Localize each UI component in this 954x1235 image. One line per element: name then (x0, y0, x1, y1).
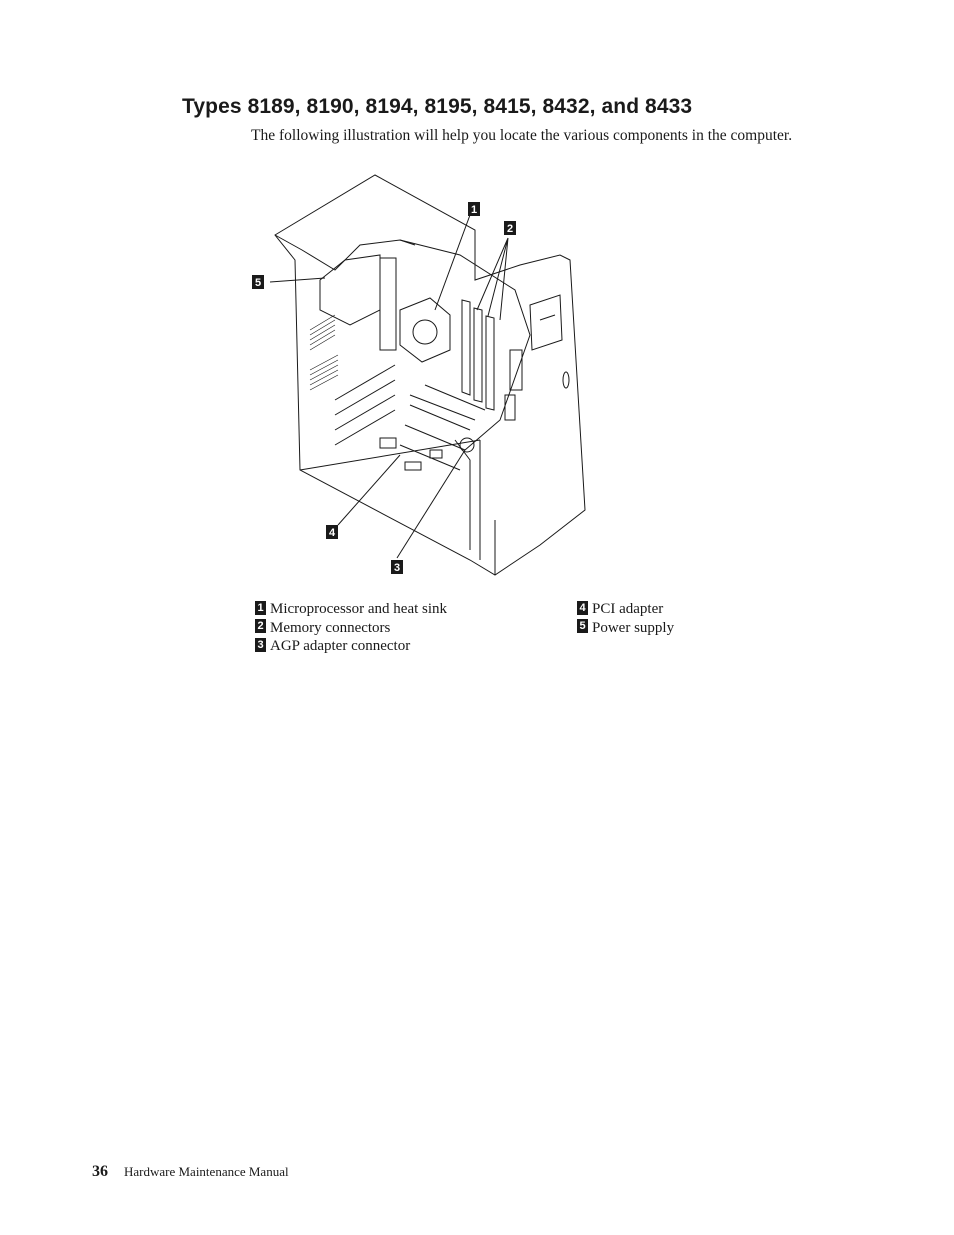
intro-paragraph: The following illustration will help you locate the various components in the computer. (251, 127, 793, 144)
ide-connector (510, 350, 522, 390)
legend-label: PCI adapter (592, 601, 664, 617)
page-number: 36 (92, 1163, 108, 1180)
legend-number: 3 (255, 638, 266, 652)
computer-components-illustration (240, 170, 600, 595)
callout-5 (252, 275, 264, 289)
cpu-fan (413, 320, 437, 344)
board-chip (405, 462, 421, 470)
callout-2 (504, 221, 516, 235)
callout-3 (391, 560, 403, 574)
legend-left-column (255, 600, 447, 656)
legend-item-memory (255, 619, 447, 638)
legend-item-pci (577, 600, 674, 619)
manual-title: Hardware Maintenance Manual (124, 1164, 289, 1179)
power-button (563, 372, 569, 388)
callout-3-number: 3 (393, 562, 401, 574)
legend-number: 5 (577, 619, 588, 633)
computer-chassis-drawing (240, 170, 600, 590)
legend-number: 4 (577, 601, 588, 615)
page-footer (92, 1163, 289, 1181)
callout-5-number: 5 (254, 277, 262, 289)
legend-number: 2 (255, 619, 266, 633)
memory-slots (462, 300, 494, 410)
chassis-outline (275, 175, 585, 575)
rear-vents (310, 315, 338, 390)
callout-2-number: 2 (506, 223, 514, 235)
power-supply-block (320, 255, 380, 325)
chassis-lower-edge (300, 440, 495, 575)
top-panel-edge (275, 235, 415, 270)
slot-covers (335, 365, 395, 445)
legend-number: 1 (255, 601, 266, 615)
board-chip (430, 450, 442, 458)
legend-item-power-supply (577, 619, 674, 638)
drive-cage-edge (455, 440, 470, 550)
legend-label: Memory connectors (270, 619, 391, 636)
callout-1-number: 1 (470, 204, 478, 216)
motherboard-edge (400, 240, 530, 450)
legend-item-microprocessor (255, 600, 447, 619)
leader-line-3 (397, 450, 465, 558)
callout-4 (326, 525, 338, 539)
rear-io-connectors (380, 258, 396, 350)
section-heading: Types 8189, 8190, 8194, 8195, 8415, 8432, and 8433 (182, 95, 693, 118)
legend-label: Power supply (592, 619, 675, 636)
floppy-connector (505, 395, 515, 420)
drive-slot (540, 315, 555, 320)
leader-line-4 (338, 455, 400, 525)
callout-4-number: 4 (328, 527, 336, 539)
legend-label: Microprocessor and heat sink (270, 601, 448, 617)
legend-item-agp (255, 637, 447, 656)
leader-line-5 (270, 278, 325, 282)
drive-bay (530, 295, 562, 350)
leader-line-2 (477, 238, 508, 320)
processor-heat-sink (400, 298, 450, 362)
legend-right-column (577, 600, 674, 637)
legend-label: AGP adapter connector (270, 638, 411, 654)
callout-1 (468, 202, 480, 216)
leader-line-1 (435, 215, 470, 310)
board-chip (380, 438, 396, 448)
agp-retainer (460, 438, 474, 452)
